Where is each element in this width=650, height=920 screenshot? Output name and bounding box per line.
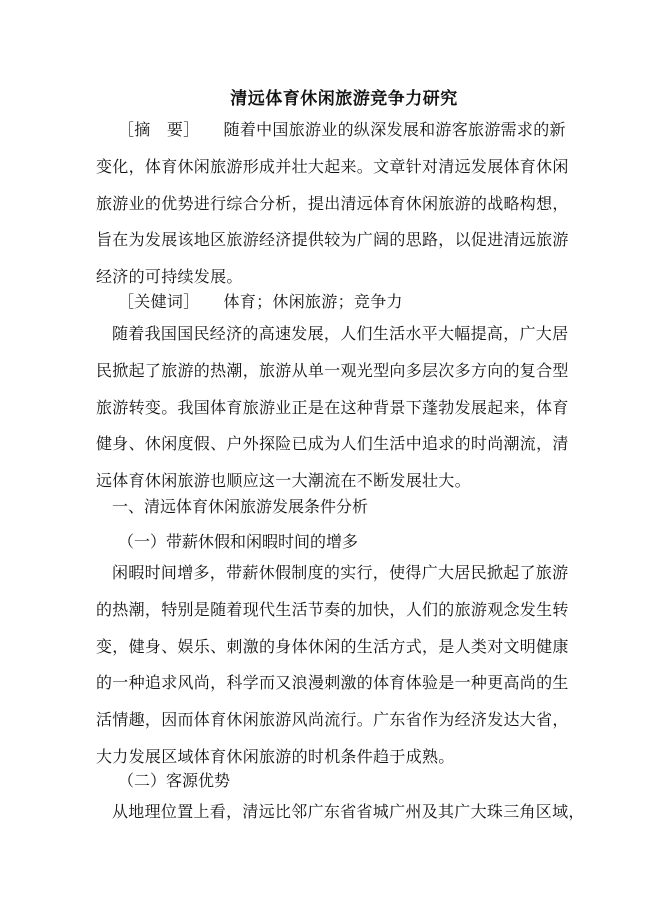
sub1-line-5: 活情趣，因而体育休闲旅游风尚流行。广东省作为经济发达大省， xyxy=(96,710,569,730)
abstract-line-3: 旅游业的优势进行综合分析，提出清远体育休闲旅游的战略构想， xyxy=(96,193,569,213)
keywords-text: 体育；休闲旅游；竞争力 xyxy=(223,292,403,311)
intro-line-5: 远体育休闲旅游也顺应这一大潮流在不断发展壮大。 xyxy=(96,471,471,491)
sub1-line-2: 的热潮，特别是随着现代生活节奏的加快，人们的旅游观念发生转 xyxy=(96,599,569,619)
sub1-line-6: 大力发展区域体育休闲旅游的时机条件趋于成熟。 xyxy=(96,746,455,766)
intro-paragraph xyxy=(96,316,569,500)
abstract-line-1 xyxy=(96,112,566,149)
abstract-text-1: 随着中国旅游业的纵深发展和游客旅游需求的新 xyxy=(223,120,566,139)
keywords-label: ［关健词］ xyxy=(118,292,200,311)
document-title: 清远体育休闲旅游竞争力研究 xyxy=(230,89,458,109)
section-heading-1: 一、清远体育休闲旅游发展条件分析 xyxy=(112,497,369,516)
intro-line-1: 随着我国国民经济的高速发展，人们生活水平大幅提高，广大居 xyxy=(112,324,569,343)
abstract-line-2: 变化，体育休闲旅游形成并壮大起来。文章针对清远发展体育休闲 xyxy=(96,156,569,176)
sub1-line-3: 变，健身、娱乐、刺激的身体休闲的生活方式，是人类对文明健康 xyxy=(96,636,569,656)
abstract-label: ［摘 要］ xyxy=(118,120,200,139)
sub1-line-1: 闲暇时间增多，带薪休假制度的实行，使得广大居民掀起了旅游 xyxy=(112,563,569,582)
intro-line-2: 民掀起了旅游的热潮，旅游从单一观光型向多层次多方向的复合型 xyxy=(96,360,569,380)
subsection-2-paragraph xyxy=(96,794,585,831)
abstract-line-5: 经济的可持续发展。 xyxy=(96,267,243,287)
sub2-line-1: 从地理位置上看，清远比邻广东省省城广州及其广大珠三角区域， xyxy=(112,802,585,821)
intro-line-4: 健身、休闲度假、户外探险已成为人们生活中追求的时尚潮流，清 xyxy=(96,434,569,454)
intro-line-3: 旅游转变。我国体育旅游业正是在这种背景下蓬勃发展起来，体育 xyxy=(96,397,569,417)
subsection-heading-2: （二）客源优势 xyxy=(118,771,231,790)
subsection-heading-1: （一）带薪休假和闲暇时间的增多 xyxy=(118,532,359,551)
subsection-1-paragraph xyxy=(96,555,569,776)
sub1-line-4: 的一种追求风尚，科学而又浪漫刺激的体育体验是一种更高尚的生 xyxy=(96,673,569,693)
abstract-block xyxy=(96,112,569,296)
abstract-line-4: 旨在为发展该地区旅游经济提供较为广阔的思路，以促进清远旅游 xyxy=(96,230,569,250)
